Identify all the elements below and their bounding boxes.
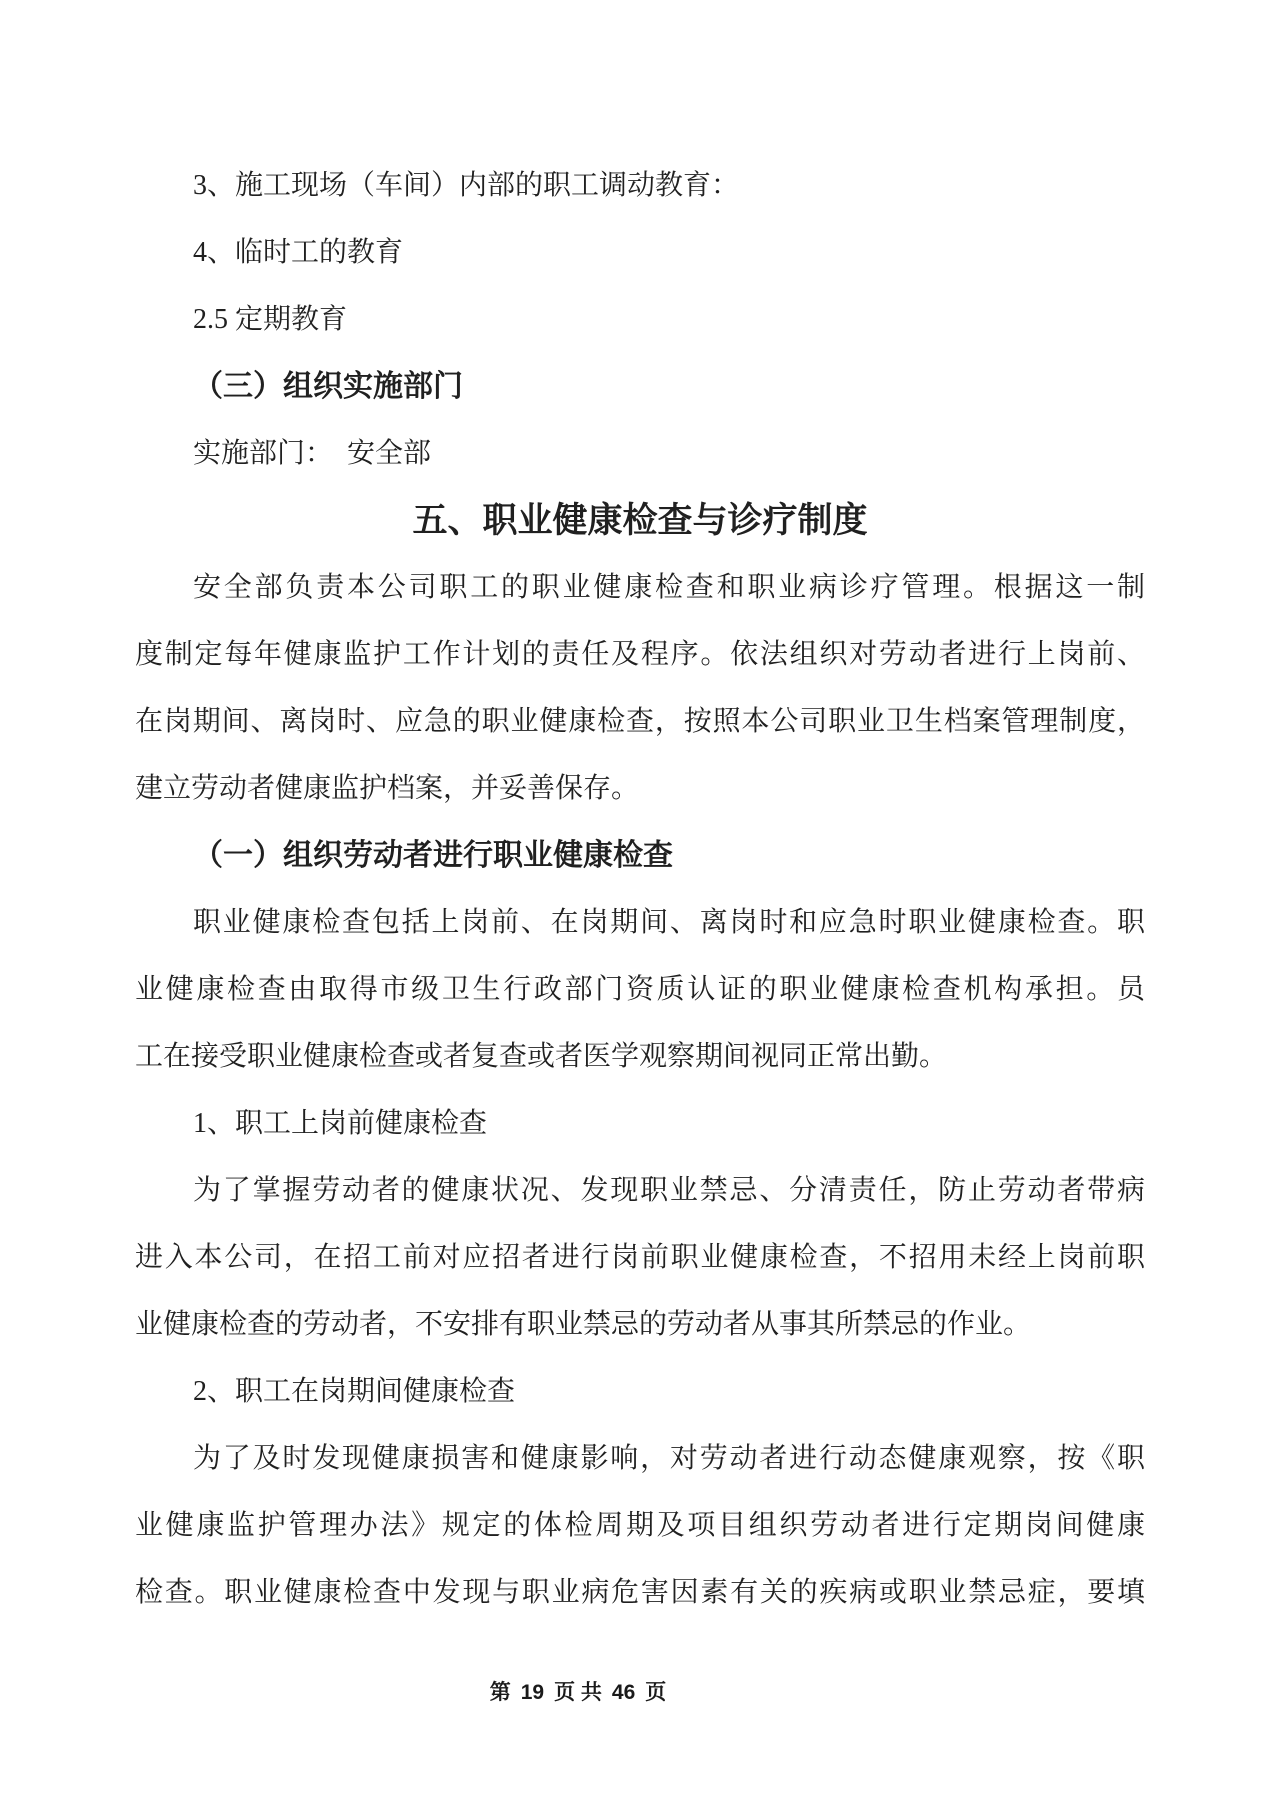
page-footer <box>490 1680 667 1706</box>
paragraph-line: 安全部负责本公司职工的职业健康检查和职业病诊疗管理。根据这一制 <box>193 572 1145 603</box>
paragraph-line: 建立劳动者健康监护档案，并妥善保存。 <box>135 773 640 804</box>
list-item: 4、临时工的教育 <box>193 237 404 268</box>
paragraph-line: 度制定每年健康监护工作计划的责任及程序。依法组织对劳动者进行上岗前、 <box>135 639 1145 670</box>
section-heading: （三）组织实施部门 <box>193 370 463 403</box>
paragraph-line: 业健康监护管理办法》规定的体检周期及项目组织劳动者进行定期岗间健康 <box>135 1510 1145 1541</box>
total-pages: 46 <box>611 1681 636 1704</box>
paragraph-line: 检查。职业健康检查中发现与职业病危害因素有关的疾病或职业禁忌症，要填 <box>135 1577 1145 1608</box>
list-item: 2.5 定期教育 <box>193 304 348 335</box>
paragraph-line: 为了掌握劳动者的健康状况、发现职业禁忌、分清责任，防止劳动者带病 <box>193 1175 1145 1206</box>
paragraph-line: 在岗期间、离岗时、应急的职业健康检查，按照本公司职业卫生档案管理制度， <box>135 706 1145 737</box>
footer-prefix-label: 第 <box>489 1681 511 1704</box>
document-body <box>135 152 1145 1626</box>
paragraph-line: 业健康检查的劳动者，不安排有职业禁忌的劳动者从事其所禁忌的作业。 <box>135 1309 1032 1340</box>
footer-middle-label: 页 共 <box>554 1681 602 1704</box>
document-title: 五、职业健康检查与诊疗制度 <box>412 501 868 540</box>
paragraph-line: 实施部门： 安全部 <box>193 438 432 469</box>
paragraph-line: 工在接受职业健康检查或者复查或者医学观察期间视同正常出勤。 <box>135 1041 948 1072</box>
paragraph-line: 业健康检查由取得市级卫生行政部门资质认证的职业健康检查机构承担。员 <box>135 974 1145 1005</box>
page-number: 19 <box>520 1681 545 1704</box>
footer-suffix-label: 页 <box>645 1681 667 1704</box>
list-item: 1、职工上岗前健康检查 <box>193 1108 488 1139</box>
list-item: 2、职工在岗期间健康检查 <box>193 1376 516 1407</box>
paragraph-line: 职业健康检查包括上岗前、在岗期间、离岗时和应急时职业健康检查。职 <box>193 907 1145 938</box>
section-heading: （一）组织劳动者进行职业健康检查 <box>193 839 673 872</box>
paragraph-line: 为了及时发现健康损害和健康影响，对劳动者进行动态健康观察，按《职 <box>193 1443 1145 1474</box>
list-item: 3、施工现场（车间）内部的职工调动教育： <box>193 170 740 201</box>
paragraph-line: 进入本公司，在招工前对应招者进行岗前职业健康检查，不招用未经上岗前职 <box>135 1242 1145 1273</box>
